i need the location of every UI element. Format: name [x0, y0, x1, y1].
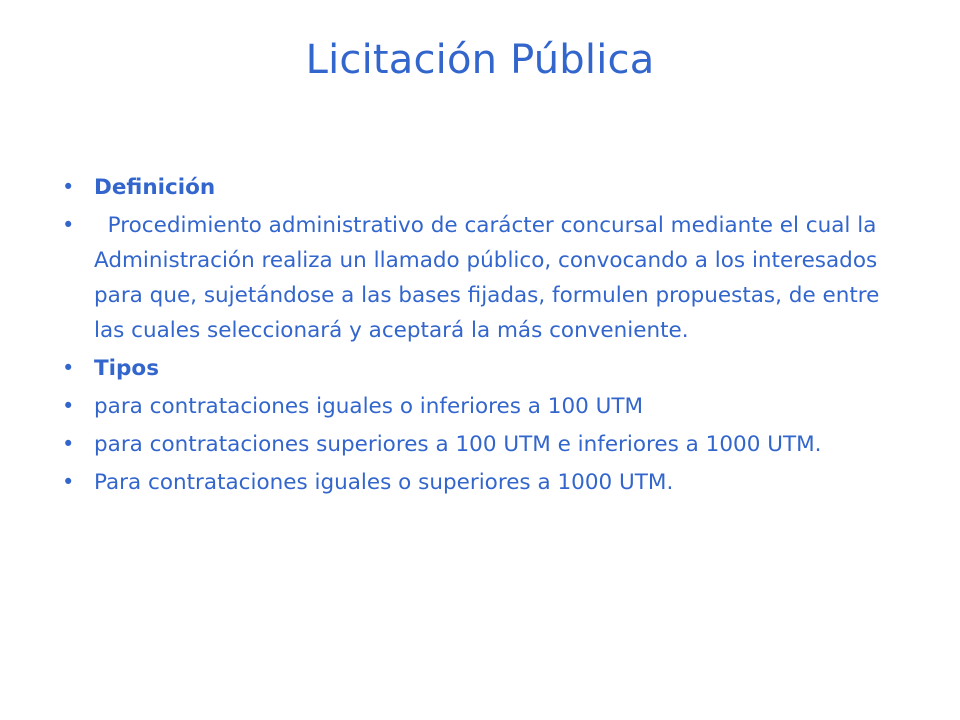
bullet-text	[94, 213, 879, 343]
bullet-item-tipo-2	[62, 427, 912, 462]
bullet-item-procedimiento	[62, 208, 912, 348]
bullet-text: Tipos	[94, 356, 159, 381]
bullet-item-tipo-1	[62, 389, 912, 424]
bullet-icon: •	[62, 432, 75, 456]
bullet-text: Para contrataciones iguales o superiores a 1000 UTM.	[94, 470, 674, 495]
slide-title: Licitación Pública	[305, 37, 655, 83]
bullet-icon: •	[62, 470, 75, 494]
bullet-text: Definición	[94, 175, 216, 200]
bullet-text: para contrataciones iguales o inferiores a 100 UTM	[94, 394, 644, 419]
bullet-icon: •	[62, 356, 75, 380]
bullet-text: para contrataciones superiores a 100 UTM e inferiores a 1000 UTM.	[94, 432, 822, 457]
bullet-icon: •	[62, 175, 75, 199]
bullet-text-content: Procedimiento administrativo de carácter concursal mediante el cual la Administración realiza un llamado público, convocando a los interesados para que, sujetándose a las bases fijadas, formulen propuestas, de entre las cuales seleccionará y aceptará la más conveniente.	[94, 213, 880, 343]
bullet-icon: •	[62, 394, 75, 418]
bullet-item-tipo-3	[62, 465, 912, 500]
bullet-item-tipos	[62, 351, 912, 386]
bullet-icon: •	[62, 213, 75, 237]
bullet-item-definicion	[62, 170, 912, 205]
bullet-list	[62, 170, 912, 503]
